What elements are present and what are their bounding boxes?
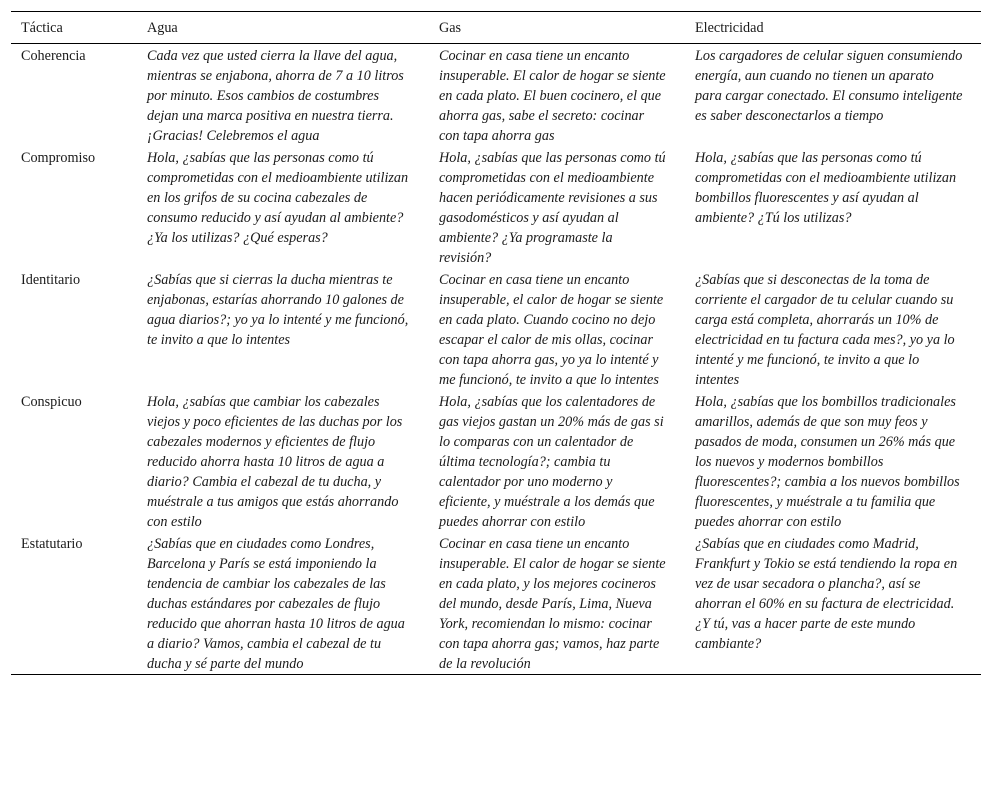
tactics-table-container (11, 11, 981, 675)
cell-electricidad: ¿Sabías que en ciudades como Madrid, Frankfurt y Tokio se está tendiendo la ropa en vez de usar secadora o plancha?, así se ahorran el 60% en su factura de electricidad. ¿Y tú, vas a hacer parte de este mundo cambiante? (695, 536, 958, 652)
row-tactic-estatutario: Estatutario (21, 536, 83, 552)
header-electricidad: Electricidad (695, 19, 764, 36)
cell-electricidad: Hola, ¿sabías que los bombillos tradicionales amarillos, además de que son muy feos y pasados de moda, consumen un 26% más que los nuevos y modernos bombillos fluorescentes?; cambia a los nuevos bombillos fluorescentes, y muéstrale a tu familia que puedes ahorrar con estilo (695, 394, 960, 530)
cell-agua: ¿Sabías que si cierras la ducha mientras te enjabonas, estarías ahorrando 10 galones de agua diarios?; yo ya lo intenté y me funcionó, te invito a que lo intentes (147, 272, 409, 348)
row-tactic-coherencia: Coherencia (21, 48, 86, 64)
table-row (11, 532, 981, 675)
cell-electricidad: Hola, ¿sabías que las personas como tú comprometidas con el medioambiente utilizan bombillos fluorescentes y así ayudan al ambiente? ¿Tú los utilizas? (695, 150, 957, 226)
cell-gas: Hola, ¿sabías que las personas como tú comprometidas con el medioambiente hacen periódicamente revisiones a sus gasodomésticos y así ayudan al ambiente? ¿Ya programaste la revisión? (439, 150, 666, 266)
table-row (11, 146, 981, 268)
cell-agua: Hola, ¿sabías que las personas como tú comprometidas con el medioambiente utilizan en los grifos de su cocina cabezales de consumo reducido y así ayudan al ambiente? ¿Ya los utilizas? ¿Qué esperas? (147, 150, 409, 246)
cell-agua: ¿Sabías que en ciudades como Londres, Barcelona y París se está imponiendo la tendencia de cambiar los cabezales de las duchas estándares por cabezales de flujo reducido que ahorran hasta 10 litros de agua a diario? Vamos, cambia el cabezal de tu ducha y sé parte del mundo (147, 536, 405, 672)
header-tactica: Táctica (21, 19, 63, 36)
cell-gas: Cocinar en casa tiene un encanto insuperable. El calor de hogar se siente en cada plato. El buen cocinero, el que ahorra gas, sabe el secreto: cocinar con tapa ahorra gas (439, 48, 666, 144)
table-row (11, 390, 981, 532)
row-tactic-conspicuo: Conspicuo (21, 394, 82, 410)
cell-agua: Cada vez que usted cierra la llave del agua, mientras se enjabona, ahorra de 7 a 10 litros por minuto. Esos cambios de costumbres dejan una marca positiva en nuestra tierra. ¡Gracias! Celebremos el agua (147, 48, 404, 144)
table-row (11, 44, 981, 147)
table-header (11, 12, 981, 44)
row-tactic-identitario: Identitario (21, 272, 81, 288)
table-row (11, 268, 981, 390)
tactics-messages-table (11, 11, 981, 675)
header-row (11, 12, 981, 44)
row-tactic-compromiso: Compromiso (21, 150, 96, 166)
cell-electricidad: ¿Sabías que si desconectas de la toma de corriente el cargador de tu celular cuando su carga está completa, ahorrarás un 10% de electricidad en tu factura cada mes?, yo ya lo intenté y me funcionó, te invito a que lo intentes (695, 272, 955, 388)
cell-gas: Cocinar en casa tiene un encanto insuperable. El calor de hogar se siente en cada plato, y los mejores cocineros del mundo, desde París, Lima, Nueva York, recomiendan lo mismo: cocinar con tapa ahorra gas; vamos, haz parte de la revolución (439, 536, 666, 672)
table-body (11, 44, 981, 675)
cell-electricidad: Los cargadores de celular siguen consumiendo energía, aun cuando no tienen un aparato para cargar conectado. El consumo inteligente es saber desconectarlos a tiempo (695, 48, 963, 124)
cell-gas: Cocinar en casa tiene un encanto insuperable, el calor de hogar se siente en cada plato. Cuando cocino no dejo escapar el calor de mis ollas, cocinar con tapa ahorra gas, yo ya lo intenté y me funcionó, te invito a que lo intentes (439, 272, 664, 388)
header-agua: Agua (147, 19, 178, 36)
cell-gas: Hola, ¿sabías que los calentadores de gas viejos gastan un 20% más de gas si lo comparas con un calentador de última tecnología?; cambia tu calentador por uno moderno y eficiente, y muéstrale a los demás que puedes ahorrar con estilo (439, 394, 664, 530)
cell-agua: Hola, ¿sabías que cambiar los cabezales viejos y poco eficientes de las duchas por los cabezales modernos y eficientes de flujo reducido ahorra hasta 10 litros de agua a diario? Cambia el cabezal de tu ducha, y muéstrale a tus amigos que estás ahorrando con estilo (147, 394, 403, 530)
header-gas: Gas (439, 19, 462, 36)
